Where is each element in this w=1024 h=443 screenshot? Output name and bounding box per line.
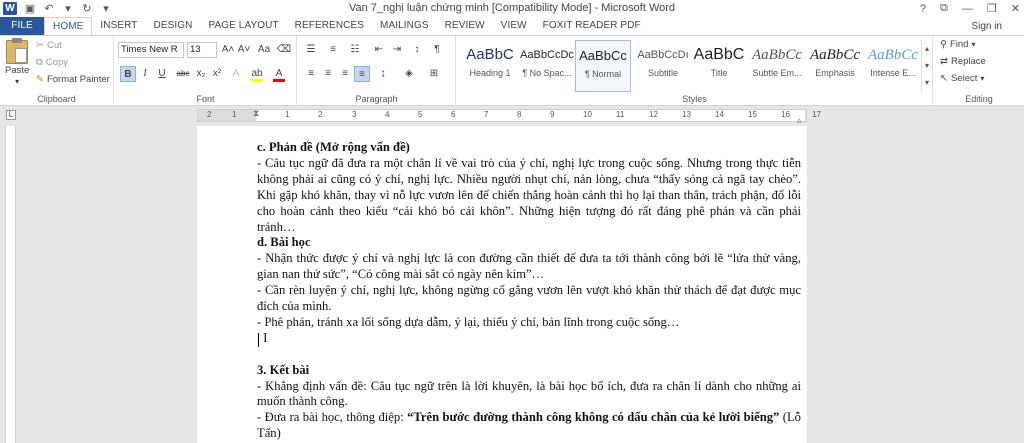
style-heading-1[interactable] [460, 40, 520, 92]
chevron-down-icon: ▾ [15, 77, 20, 86]
ruler-number: 9 [550, 110, 555, 119]
save-icon[interactable]: ▣ [24, 2, 36, 15]
line-spacing-icon[interactable]: ↨ [380, 68, 386, 79]
editing-group-label: Editing [965, 94, 993, 104]
paste-button[interactable] [5, 40, 29, 86]
styles-group-label: Styles [682, 94, 707, 104]
document-body[interactable] [257, 140, 801, 442]
ruler-number: 17 [812, 110, 821, 119]
ruler-number: 15 [748, 110, 757, 119]
style-intense-emphasis[interactable] [863, 40, 923, 92]
select-label: Select [950, 73, 978, 84]
copy-button[interactable] [36, 57, 68, 68]
style-subtitle[interactable] [633, 40, 693, 92]
indent-marker-icon[interactable]: ⧗ [253, 108, 260, 118]
vertical-ruler [0, 126, 20, 443]
multilevel-list-icon[interactable]: ☷ [350, 44, 360, 55]
restore-button[interactable]: ❐ [986, 3, 997, 15]
style-name: ¶ Normal [584, 69, 622, 79]
final-quote: “Trên bước đường thành công không có dấu chân của kẻ lười biếng” [407, 410, 780, 425]
select-icon: ↖ [940, 73, 948, 84]
font-color-button[interactable] [271, 66, 287, 82]
strikethrough-button[interactable]: abc [176, 69, 190, 78]
justify-icon[interactable]: ≡ [354, 66, 370, 82]
tab-mailings[interactable]: MAILINGS [380, 20, 429, 31]
chevron-up-icon[interactable]: ▴ [924, 44, 929, 53]
paragraph-group [298, 36, 456, 106]
style-preview: AaBbCcDc [520, 49, 574, 61]
scissors-icon: ✂ [36, 40, 44, 51]
ruler-number: 11 [616, 110, 625, 119]
paintbrush-icon: ✎ [36, 74, 44, 85]
style-emphasis[interactable] [805, 40, 865, 92]
grow-font-button[interactable]: A˄ [221, 44, 235, 55]
tab-design[interactable]: DESIGN [153, 20, 193, 31]
paragraph: - Câu tục ngữ đã đưa ra một chân lí về vai trò của ý chí, nghị lực trong cuộc sống. Nhưng trong thực tiễn không phải ai cũng có ý chí, nghị lực. Nhiều người nhụt chí, nản lòng, chưa “thấy sóng cả ngã tay chèo”. Khi gặp khó khăn, thay vì nỗ lực vươn lên để chiến thắng hoàn cảnh thì họ lại than thân, trách phận, đổ lỗi cho hoàn cảnh theo kiểu “cái khó bó cái khôn”. Những hiện tượng đó rất đáng phê phán và cần phải tránh… [257, 155, 801, 234]
ribbon [0, 35, 1024, 106]
ruler-number: 1 [285, 110, 290, 119]
ibeam-cursor-icon: I [263, 331, 268, 346]
tab-file[interactable]: FILE [0, 17, 44, 35]
find-label: Find [949, 39, 969, 50]
style-name: Title [710, 68, 728, 78]
sort-icon[interactable]: ↕ [414, 44, 420, 55]
close-button[interactable]: ✕ [1010, 3, 1020, 15]
paragraph: - Phê phán, tránh xa lối sống dựa dẫm, ỷ lại, thiếu ý chí, bản lĩnh trong cuộc sống… [257, 314, 680, 329]
bold-button[interactable]: B [120, 66, 136, 82]
tab-view[interactable]: VIEW [500, 20, 527, 31]
ruler-number: 10 [583, 110, 592, 119]
paragraph-group-label: Paragraph [355, 94, 398, 104]
style-name: Subtle Em... [752, 68, 802, 78]
text-cursor [258, 333, 259, 347]
style-name: Subtitle [647, 68, 679, 78]
font-group [115, 36, 297, 106]
increase-indent-icon[interactable]: ⇥ [392, 44, 402, 55]
style-normal[interactable] [575, 40, 631, 92]
font-name-combo[interactable]: Times New R [118, 42, 184, 58]
copy-icon: ⧉ [36, 57, 43, 68]
style-name: ¶ No Spac... [522, 68, 572, 78]
ruler-number: 13 [682, 110, 691, 119]
style-subtle-emphasis[interactable] [747, 40, 807, 92]
final-attribution: (Lỗ Tấn) [257, 410, 801, 441]
style-preview: AaBbCc [810, 47, 860, 63]
replace-button[interactable] [940, 56, 986, 67]
ruler-right-margin [805, 110, 806, 121]
paste-label: Paste [5, 65, 30, 76]
vertical-ruler-bar [5, 126, 16, 443]
blank-line [257, 347, 801, 363]
numbering-icon[interactable]: ≡ [330, 44, 336, 55]
style-name: Heading 1 [469, 68, 511, 78]
redo-icon[interactable]: ↻ [82, 2, 92, 15]
find-icon: ⚲ [940, 39, 947, 50]
document-page[interactable] [197, 126, 807, 443]
format-painter-button[interactable] [36, 74, 110, 85]
clipboard-group-label: Clipboard [37, 94, 76, 104]
ruler-number: 2 [207, 110, 212, 119]
ribbon-tabs [0, 17, 1024, 35]
ruler-number: 2 [318, 110, 323, 119]
chevron-down-icon[interactable]: ▾ [924, 61, 929, 70]
window-title: Van 7_nghị luận chứng minh [Compatibility Mode] - Microsoft Word [348, 2, 676, 14]
highlight-color-button[interactable] [249, 66, 265, 82]
font-group-label: Font [196, 94, 215, 104]
style-preview: AaBbCc [579, 48, 627, 63]
clear-formatting-icon[interactable]: ⌫ [276, 44, 292, 55]
ribbon-display-button[interactable]: ⧉ [940, 2, 948, 14]
help-button[interactable]: ? [919, 2, 927, 15]
tab-page-layout[interactable]: PAGE LAYOUT [208, 20, 279, 31]
align-center-icon[interactable]: ≡ [325, 68, 331, 79]
ruler-number: 5 [418, 110, 423, 119]
ruler-number: 12 [649, 110, 658, 119]
styles-group [457, 36, 933, 106]
blank-line [257, 331, 801, 347]
align-right-icon[interactable]: ≡ [342, 68, 348, 79]
italic-button[interactable]: I [143, 68, 147, 79]
style-name: Intense E... [870, 68, 916, 78]
underline-button[interactable]: U [158, 68, 166, 79]
section-heading: 3. Kết bài [257, 362, 310, 377]
undo-icon[interactable]: ↶ [44, 2, 54, 15]
tab-selector-icon[interactable]: L [6, 110, 16, 120]
copy-label: Copy [45, 57, 68, 68]
select-button[interactable]: ↖ Select ▾ [940, 73, 985, 84]
more-styles-icon[interactable]: ▾ [924, 78, 929, 87]
tab-review[interactable]: REVIEW [444, 20, 485, 31]
ruler-number: 3 [352, 110, 357, 119]
borders-icon[interactable]: ⊞ [429, 68, 439, 79]
ruler-number: 4 [385, 110, 390, 119]
style-preview: AaBbC [466, 46, 514, 63]
right-indent-marker-icon[interactable]: ▵ [797, 115, 802, 125]
cut-label: Cut [46, 40, 62, 51]
ruler-number: 1 [232, 110, 237, 119]
style-preview: AaBbCcDı [637, 49, 689, 61]
superscript-button[interactable]: x² [212, 68, 222, 79]
paragraph-final [257, 410, 801, 442]
style-name: Emphasis [815, 68, 855, 78]
replace-icon: ⇄ [940, 56, 948, 67]
paragraph: - Khẳng định vấn đề: Câu tục ngữ trên là lời khuyên, là bài học bổ ích, đưa ra chân lí dành cho những ai muốn thành công. [257, 378, 801, 409]
show-hide-icon[interactable]: ¶ [434, 44, 440, 55]
change-case-button[interactable]: Aa [257, 44, 271, 55]
tab-foxit-reader-pdf[interactable]: FOXIT READER PDF [542, 20, 641, 31]
font-size-combo[interactable]: 13 [187, 42, 217, 58]
chevron-down-icon[interactable]: ▾ [65, 2, 71, 15]
find-button[interactable]: ⚲ Find ▾ [940, 39, 976, 50]
editing-group [934, 36, 1024, 106]
tab-home[interactable]: HOME [44, 17, 92, 35]
final-prefix: - Đưa ra bài học, thông điệp: [257, 410, 408, 425]
ruler-number: 14 [715, 110, 724, 119]
shading-icon[interactable]: ◈ [405, 68, 413, 79]
tab-references[interactable]: REFERENCES [294, 20, 365, 31]
cut-button[interactable] [36, 40, 62, 51]
subscript-button[interactable]: x₂ [196, 68, 206, 79]
section-heading: d. Bài học [257, 235, 311, 250]
replace-label: Replace [950, 56, 986, 67]
word-logo-icon: W [3, 2, 17, 15]
ruler-number: 6 [451, 110, 456, 119]
horizontal-ruler[interactable] [0, 106, 1024, 126]
paragraph: - Nhận thức được ý chí và nghị lực là con đường cần thiết để đưa ta tới thành công bởi lẽ “lửa thử vàng, gian nan thử sức”, “Có công mài sắt có ngày nên kim”… [257, 251, 801, 282]
ruler-number: 16 [781, 110, 790, 119]
tab-insert[interactable]: INSERT [100, 20, 138, 31]
highlighter-icon: ab [251, 68, 263, 79]
style-preview: AaBbC [693, 46, 745, 63]
align-left-icon[interactable]: ≡ [308, 68, 314, 79]
sign-in-link[interactable]: Sign in [971, 21, 1002, 32]
font-color-icon: A [275, 68, 283, 79]
style-no-spacing[interactable] [517, 40, 577, 92]
ruler-number: 8 [517, 110, 522, 119]
paste-icon [6, 40, 28, 64]
minimize-button[interactable]: — [961, 2, 973, 15]
paragraph: - Cần rèn luyện ý chí, nghị lực, không ngừng cố gắng vươn lên vượt khó khăn thử thách để đạt được mục đích của mình. [257, 283, 801, 314]
style-preview: AaBbCc [868, 47, 918, 63]
decrease-indent-icon[interactable]: ⇤ [374, 44, 384, 55]
text-effects-button[interactable]: A [232, 68, 240, 79]
ruler-number: 7 [484, 110, 489, 119]
bullets-icon[interactable]: ☰ [306, 44, 316, 55]
format-painter-label: Format Painter [46, 74, 110, 85]
customize-icon[interactable]: ▾ [103, 2, 109, 15]
title-bar [0, 0, 1024, 17]
style-preview: AaBbCc [752, 47, 802, 63]
clipboard-group [0, 36, 114, 106]
shrink-font-button[interactable]: A˅ [237, 44, 251, 55]
styles-scroll[interactable] [921, 40, 932, 92]
section-heading: c. Phản đề (Mở rộng vấn đề) [257, 140, 410, 154]
style-title[interactable] [689, 40, 749, 92]
